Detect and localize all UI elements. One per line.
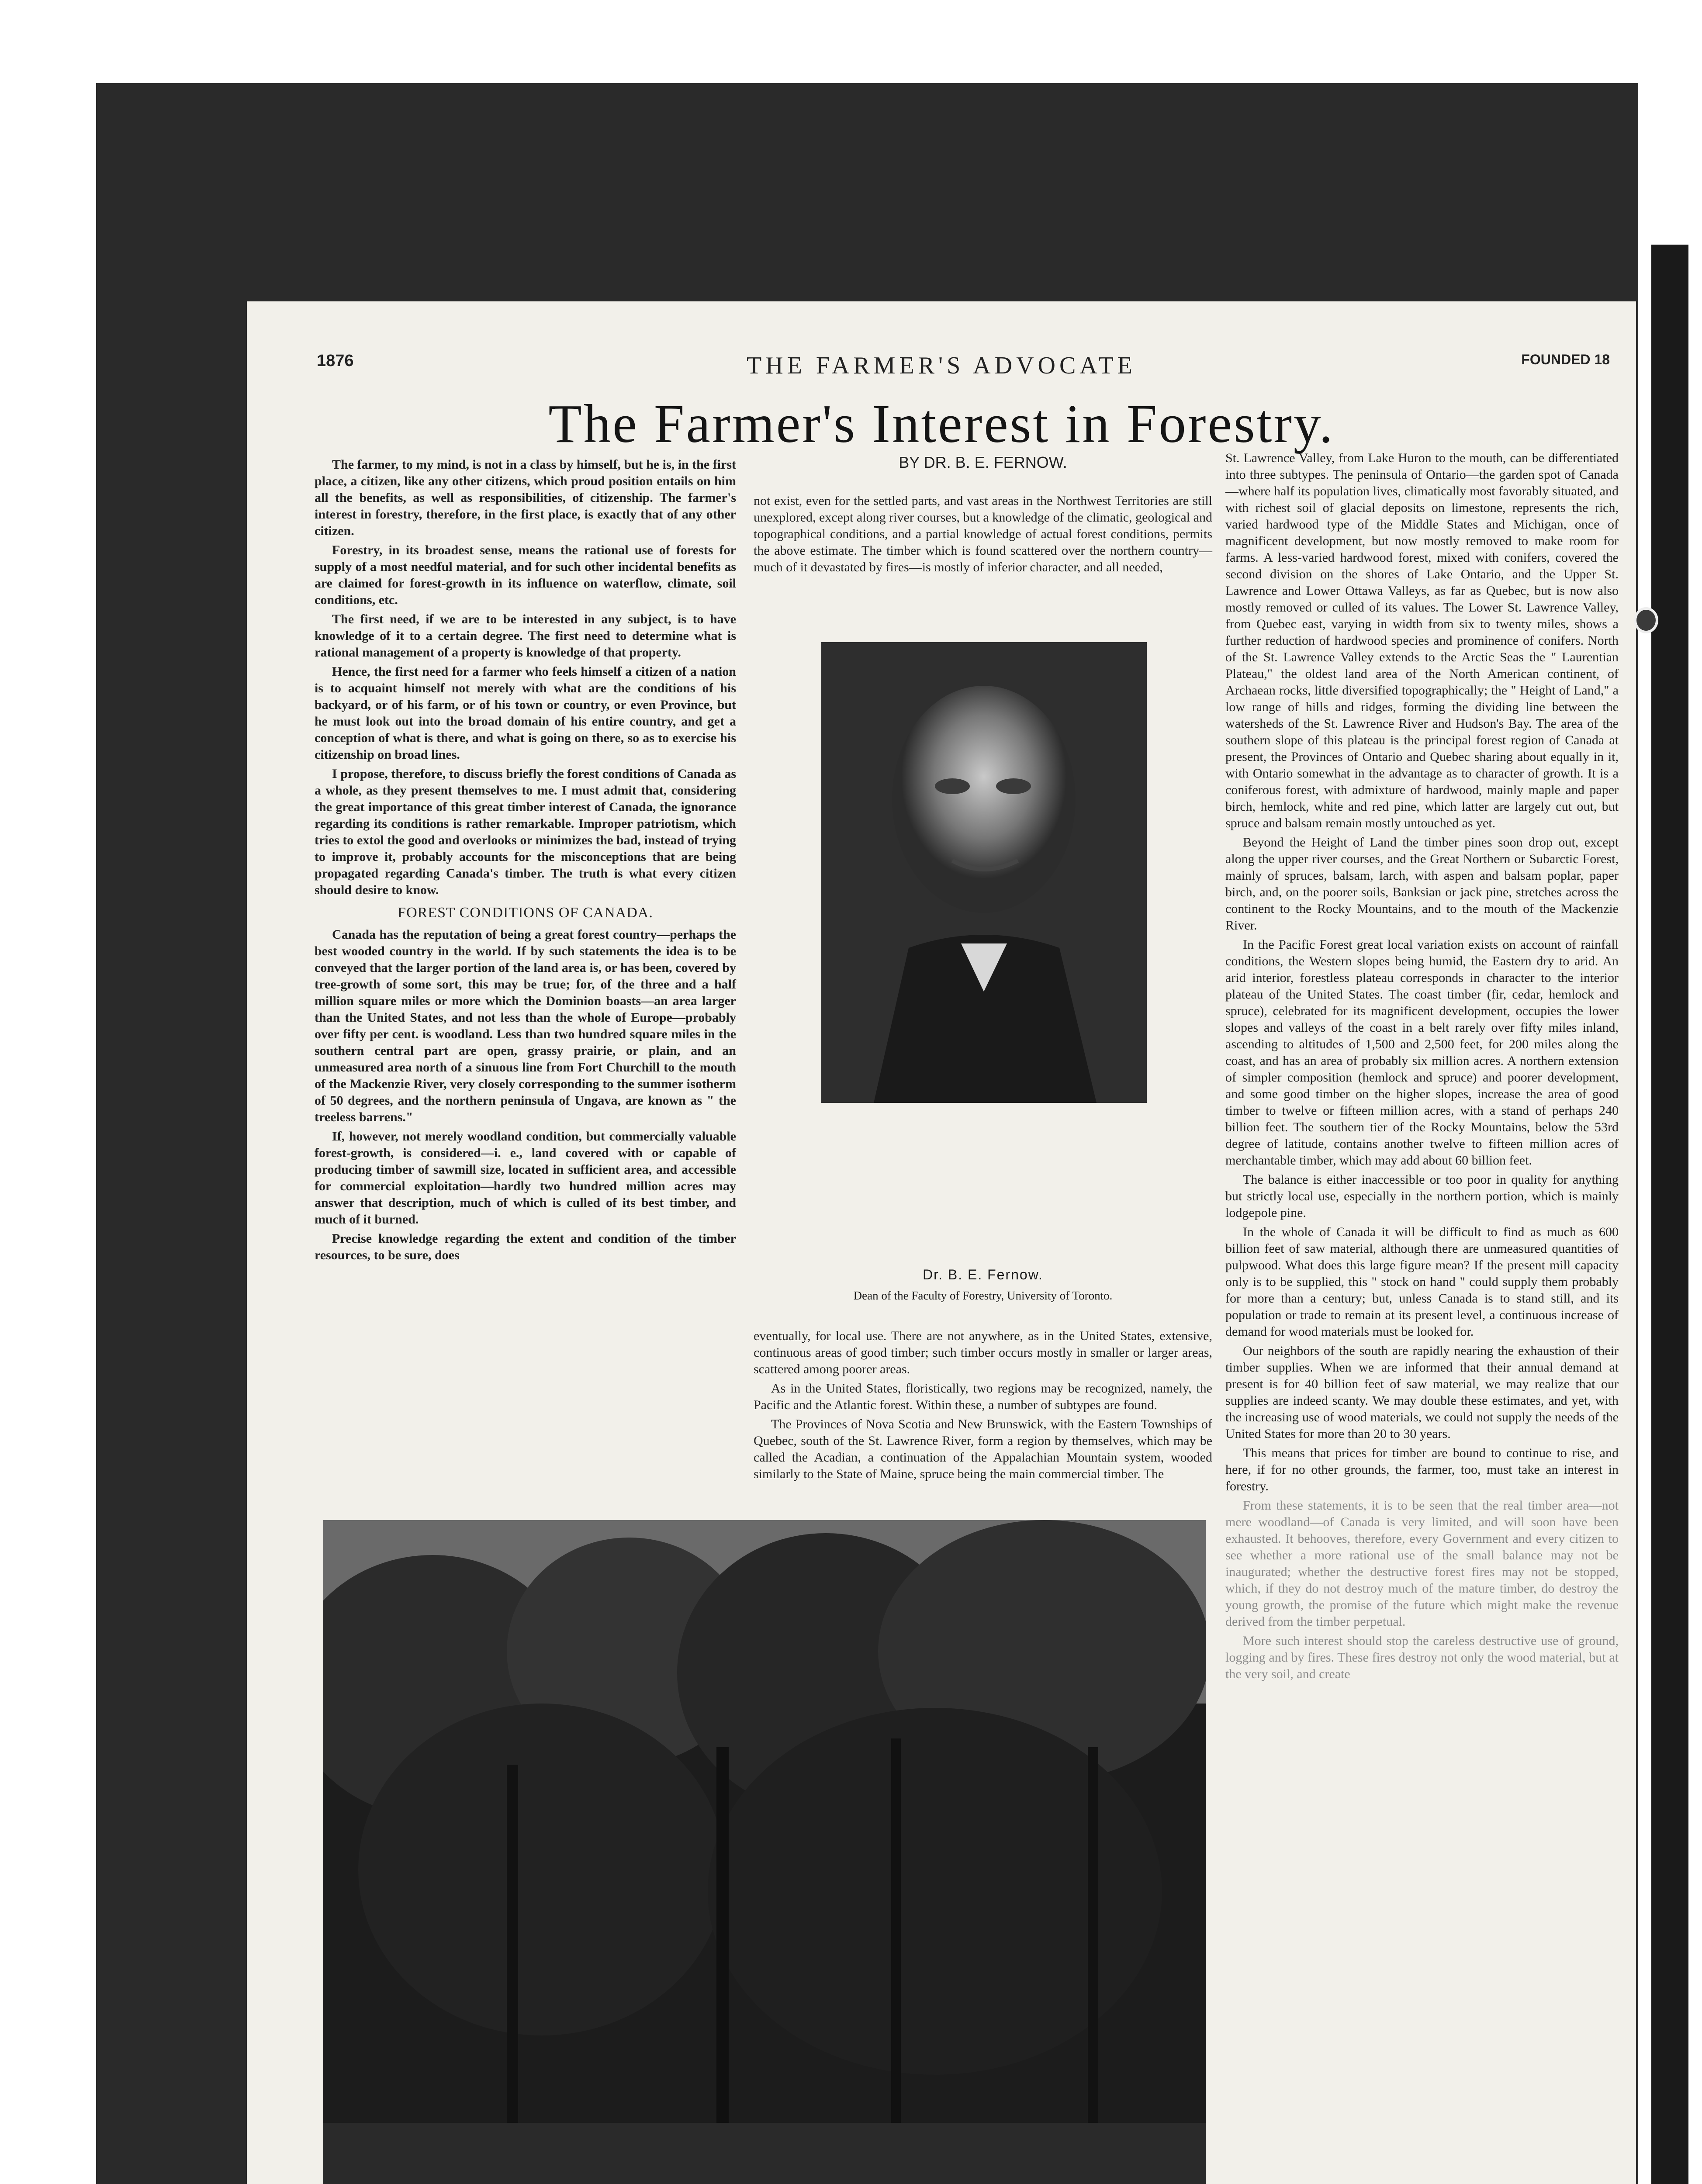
publication-name: THE FARMER'S ADVOCATE: [747, 352, 1136, 379]
byline: BY DR. B. E. FERNOW.: [899, 453, 1067, 471]
binding-hole: [1634, 607, 1658, 633]
article-title: The Farmer's Interest in Forestry.: [548, 394, 1335, 454]
column-3: [1225, 450, 1619, 1685]
paragraph: As in the United States, floristically, two regions may be recognized, namely, the Pacific and the Atlantic forest. Within these, a number of subtypes are found.: [754, 1381, 1212, 1412]
newspaper-page: [247, 301, 1636, 2184]
paragraph: Forestry, in its broadest sense, means the rational use of forests for supply of a most needful material, and for such other incidental benefits as are claimed for forest-growth in its influence on waterflow, climate, soil conditions, etc.: [315, 543, 736, 607]
portrait-image: [821, 642, 1147, 1103]
paragraph: The first need, if we are to be interested in any subject, is to have knowledge of it to a certain degree. The first need to determine what is rational management of a property is knowledge of that property.: [315, 612, 736, 660]
paragraph: The balance is either inaccessible or too poor in quality for anything but strictly local use, especially in the northern portion, which is mainly lodgepole pine.: [1225, 1172, 1619, 1220]
paragraph: Beyond the Height of Land the timber pines soon drop out, except along the upper river courses, and the Great Northern or Subarctic Forest, mainly of spruces, balsam, larch, with aspen and balsam poplar, paper birch, and, on the poorer soils, Banksian or jack pine, stretches across the continent to the Rocky Mountains, and to the mouth of the Mackenzie River.: [1225, 835, 1619, 933]
woodland-image: [323, 1520, 1206, 2184]
portrait-photo: [821, 642, 1147, 1103]
scan-edge-right: [1651, 245, 1688, 2184]
portrait-caption-role: Dean of the Faculty of Forestry, University of Toronto.: [853, 1289, 1113, 1302]
founded-label: FOUNDED 18: [1521, 352, 1610, 367]
column-2-lower: [754, 1328, 1212, 1485]
paragraph: From these statements, it is to be seen that the real timber area—not mere woodland—of Canada is very limited, and will soon have been exhausted. It behooves, therefore, every Government and every citizen to see whether a more rational use of the small balance may not be inaugurated; whether the destructive forest fires may not be stopped, which, if they do not destroy much of the mature timber, do destroy the young growth, the promise of the future which might make the revenue derived from the timber perpetual.: [1225, 1498, 1619, 1629]
paragraph: Precise knowledge regarding the extent and condition of the timber resources, to be sure, does: [315, 1231, 736, 1262]
paragraph: St. Lawrence Valley, from Lake Huron to the mouth, can be differentiated into three subtypes. The peninsula of Ontario—the garden spot of Canada—where half its population lives, climatically most favorably situated, and with richest soil of glacial deposits on limestone, represents the rich, varied hardwood type of the Middle States and Michigan, once of magnificent development, but now mostly removed to make room for farms. A less-varied hardwood forest, mixed with conifers, covered the second division on the shores of Lake Ontario, and the Upper St. Lawrence and Lower Ottawa Valleys, as far as Quebec, but is now also mostly removed or culled of its values. The Lower St. Lawrence Valley, from Quebec east, varying in width from six to twenty miles, shows a further reduction of hardwood species and prominence of conifers. North of the St. Lawrence Valley extends to the Arctic Seas the " Laurentian Plateau," the oldest land area of the North American continent, of Archaean rocks, little diversified topographically; the " Height of Land," a low range of hills and ridges, forming the dividing line between the watersheds of the St. Lawrence River and Hudson's Bay. The area of the southern slope of this plateau is the principal forest region of Canada at present, the Provinces of Ontario and Quebec sharing about equally in it, with Ontario somewhat in the advantage as to character of growth. It is a coniferous forest, with admixture of hardwood, mainly maple and paper birch, hemlock, white and red pine, which latter are largely cut out, but spruce and balsam remain mostly untouched as yet.: [1225, 451, 1619, 830]
page-number: 1876: [317, 352, 354, 370]
paragraph: In the Pacific Forest great local variation exists on account of rainfall conditions, the Western slopes being humid, the Eastern dry to arid. An arid interior, forestless plateau corresponds in character to the interior plateau of the United States. The coast timber (fir, cedar, hemlock and spruce), celebrated for its magnificent development, occupies the lower slopes and valleys of the coast in a belt rarely over fifty miles inland, ascending to altitudes of 1,500 and 2,500 feet, for 200 miles along the coast, and has an area of probably six million acres. A northern extension of simpler composition (hemlock and spruce) and poorer development, and some good timber on the higher slopes, increase the area of good timber to twelve or fifteen million acres, with a stand of perhaps 240 billion feet. The southern tier of the Rocky Mountains, below the 53rd degree of latitude, contains another twelve to fifteen million acres of merchantable timber, which may add about 60 billion feet.: [1225, 937, 1619, 1168]
paragraph: Canada has the reputation of being a great forest country—perhaps the best wooded country in the world. If by such statements the idea is to be conveyed that the larger portion of the land area is, or has been, covered by tree-growth of some sort, this may be true; for, of the three and a half million square miles or more which the Dominion boasts—an area larger than the United States, and not less than the whole of Europe—probably over fifty per cent. is woodland. Less than two hundred square miles in the southern central part are open, grassy prairie, or plain, and an unmeasured area north of a sinuous line from Fort Churchill to the mouth of the Mackenzie River, very closely corresponding to the summer isotherm of 50 degrees, and the northern peninsula of Ungava, are known as " the treeless barrens.": [315, 927, 736, 1124]
paragraph: More such interest should stop the careless destructive use of ground, logging and by fires. These fires destroy not only the wood material, but at the very soil, and create: [1225, 1634, 1619, 1681]
column-2: [754, 454, 1212, 578]
woodland-photo: [323, 1520, 1206, 2184]
paragraph: Hence, the first need for a farmer who feels himself a citizen of a nation is to acquaint himself not merely with what are the conditions of his backyard, or of his farm, or of his town or country, or even Province, but he must look out into the broad domain of his entire country, and get a conception of what is there, and what is going on there, so as to exercise his citizenship on broad lines.: [315, 664, 736, 762]
paragraph: In the whole of Canada it will be difficult to find as much as 600 billion feet of saw material, although there are unmeasured quantities of pulpwood. What does this large figure mean? If the present mill capacity only is to be supplied, this " stock on hand " could supply them probably for more than a century; but, unless Canada is to stand still, and its population or trade to remain at its present level, a continuous increase of demand for wood materials must be looked for.: [1225, 1225, 1619, 1339]
paragraph: If, however, not merely woodland condition, but commercially valuable forest-growth, is considered—i. e., land covered with or capable of producing timber of sawmill size, located in sufficient area, and accessible for commercial exploitation—hardly two hundred million acres may answer that description, much of which is culled of its best timber, and much of it burned.: [315, 1129, 736, 1227]
portrait-caption-name: Dr. B. E. Fernow.: [923, 1267, 1043, 1282]
paragraph: I propose, therefore, to discuss briefly the forest conditions of Canada as a whole, as they present themselves to me. I must admit that, considering the great importance of this great timber interest of Canada, the ignorance regarding its conditions is rather remarkable. Improper patriotism, which tries to extol the good and overlooks or minimizes the bad, instead of trying to improve it, probably accounts for the misconceptions that are being propagated regarding Canada's timber. The truth is what every citizen should desire to know.: [315, 767, 736, 897]
paragraph: eventually, for local use. There are not anywhere, as in the United States, extensive, continuous areas of good timber; such timber occurs mostly in smaller or larger areas, scattered among poorer areas.: [754, 1329, 1212, 1376]
paragraph: Our neighbors of the south are rapidly nearing the exhaustion of their timber supplies. When we are informed that their annual demand at present is for 40 billion feet of saw material, we may realize that our supplies are indeed scanty. We may double these estimates, and yet, with the increasing use of wood materials, we could not supply the needs of the United States for more than 20 to 30 years.: [1225, 1344, 1619, 1441]
paragraph: The Provinces of Nova Scotia and New Brunswick, with the Eastern Townships of Quebec, south of the St. Lawrence River, form a region by themselves, which may be called the Acadian, a continuation of the Appalachian Mountain system, wooded similarly to the State of Maine, spruce being the main commercial timber. The: [754, 1417, 1212, 1481]
paragraph: This means that prices for timber are bound to continue to rise, and here, if for no other grounds, the farmer, too, must take an interest in forestry.: [1225, 1446, 1619, 1493]
section-subheading: FOREST CONDITIONS OF CANADA.: [398, 905, 653, 921]
paragraph: The farmer, to my mind, is not in a class by himself, but he is, in the first place, a citizen, like any other citizens, which proud position entails on him all the benefits, as well as responsibilities, of citizenship. The farmer's interest in forestry, therefore, in the first place, is exactly that of any other citizen.: [315, 457, 736, 538]
paragraph: not exist, even for the settled parts, and vast areas in the Northwest Territories are still unexplored, except along river courses, but a knowledge of the climatic, geological and topographical conditions, and a partial knowledge of actual forest conditions, permits the above estimate. The timber which is found scattered over the northern country—much of it devastated by fires—is mostly of inferior character, and all needed,: [754, 494, 1212, 574]
column-1: [315, 456, 736, 1266]
